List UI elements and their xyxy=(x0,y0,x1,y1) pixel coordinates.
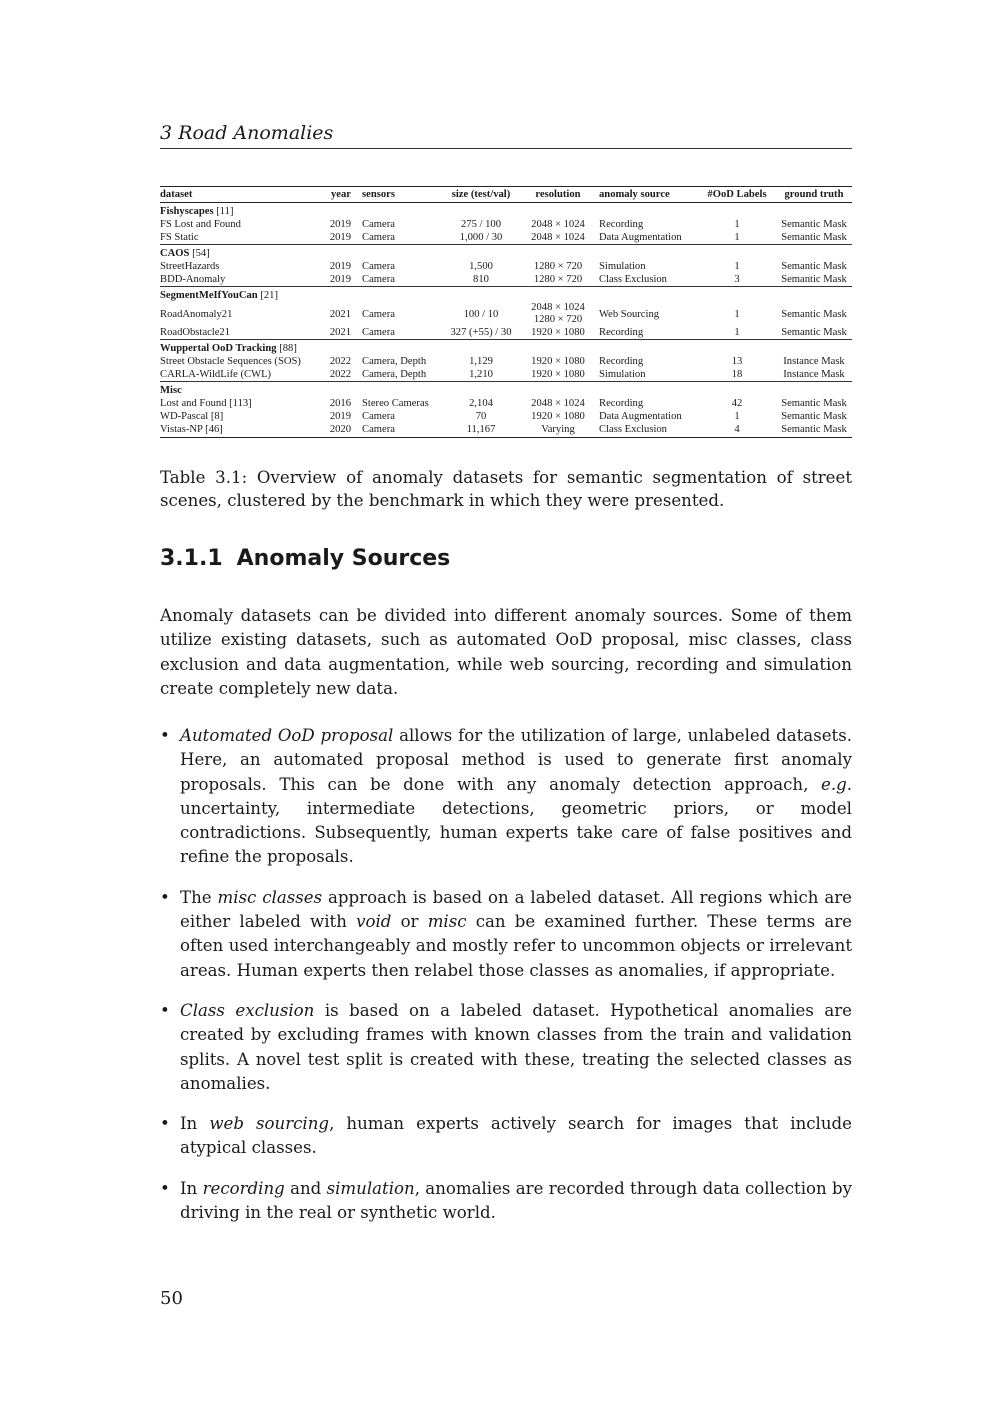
term: recording xyxy=(202,1178,285,1198)
cell-dataset: BDD-Anomaly xyxy=(160,274,226,285)
citation: [21] xyxy=(260,290,279,301)
list-item xyxy=(160,1112,852,1161)
cell-resolution: 1920 × 1080 xyxy=(531,356,585,367)
table-row xyxy=(160,355,852,368)
cell-size: 810 xyxy=(473,274,489,285)
cell-resolution: 2048 × 1024 xyxy=(531,232,585,243)
cell-size: 1,210 xyxy=(469,369,493,380)
term: Class exclusion xyxy=(180,1000,315,1020)
item-text: , anomalies are recorded through data collection by driving in the real or synthetic world. xyxy=(180,1178,852,1223)
cell-dataset: Lost and Found [113] xyxy=(160,398,252,409)
col-size: size (test/val) xyxy=(439,187,526,203)
cell-anomaly-source: Simulation xyxy=(599,261,646,272)
page-number: 50 xyxy=(160,1288,183,1309)
term: simulation xyxy=(326,1178,415,1198)
cell-year: 2019 xyxy=(329,261,351,272)
item-text: or xyxy=(391,912,428,932)
cell-ood-labels: 4 xyxy=(698,423,779,438)
cell-ood-labels: 18 xyxy=(731,369,743,380)
group-row xyxy=(160,382,852,398)
item-text: can be examined further. These terms are often used interchangeably and mostly refer to uncommon objects or irrelevant areas. Human experts then relabel those classes as anomalies, if appropriate. xyxy=(180,912,852,980)
cell-sensors: Camera xyxy=(362,274,395,285)
cell-sensors: Camera xyxy=(362,261,395,272)
cell-sensors: Camera, Depth xyxy=(362,356,427,367)
cell-year: 2019 xyxy=(329,411,351,422)
group-title: Wuppertal OoD Tracking xyxy=(160,343,277,354)
bullet-icon: • xyxy=(160,1178,170,1198)
list-item xyxy=(160,1177,852,1226)
table-body xyxy=(160,203,852,438)
cell-ood-labels: 1 xyxy=(734,219,740,230)
cell-ground-truth: Semantic Mask xyxy=(781,308,847,320)
group-row xyxy=(160,287,852,303)
resolution-value: 2048 × 1024 xyxy=(531,302,585,313)
cell-ood-labels: 1 xyxy=(734,411,740,422)
section-heading xyxy=(160,546,450,571)
cell-size: 11,167 xyxy=(439,423,526,438)
cell-ood-labels: 1 xyxy=(734,308,740,320)
table-row xyxy=(160,397,852,410)
cell-resolution: 2048 × 1024 xyxy=(531,219,585,230)
cell-ood-labels: 13 xyxy=(731,356,743,367)
cell-resolution: 1920 × 1080 xyxy=(531,369,585,380)
term: Automated OoD proposal xyxy=(180,726,394,745)
group-row xyxy=(160,340,852,356)
cell-sensors: Camera xyxy=(354,423,439,438)
group-title: SegmentMeIfYouCan xyxy=(160,290,258,301)
cell-ground-truth: Instance Mask xyxy=(783,356,845,367)
cell-anomaly-source: Data Augmentation xyxy=(599,411,682,422)
cell-year: 2019 xyxy=(329,232,351,243)
list-item xyxy=(160,886,852,983)
cell-year: 2016 xyxy=(329,398,351,409)
cell-ground-truth: Instance Mask xyxy=(783,369,845,380)
term: misc xyxy=(427,912,467,932)
cell-dataset: FS Lost and Found xyxy=(160,219,241,230)
group-name xyxy=(160,203,852,219)
cell-ground-truth: Semantic Mask xyxy=(781,327,847,338)
section-number: 3.1.1 xyxy=(160,546,223,571)
cell-size: 2,104 xyxy=(469,398,493,409)
table-row xyxy=(160,368,852,382)
table-row xyxy=(160,218,852,231)
cell-ood-labels: 1 xyxy=(734,232,740,243)
item-text: approach is based on a labeled dataset. All regions which are either labeled with xyxy=(180,887,852,932)
group-name xyxy=(160,287,852,303)
cell-sensors: Camera xyxy=(362,308,395,320)
chapter-title: Road Anomalies xyxy=(178,122,334,144)
cell-size: 1,129 xyxy=(469,356,493,367)
cell-ground-truth: Semantic Mask xyxy=(781,411,847,422)
cell-ground-truth: Semantic Mask xyxy=(779,423,852,438)
abbreviation: e.g. xyxy=(821,774,852,794)
citation: [88] xyxy=(279,343,297,354)
group-title: CAOS xyxy=(160,248,190,259)
cell-anomaly-source: Recording xyxy=(599,356,644,367)
cell-sensors: Camera xyxy=(362,232,395,243)
anomaly-source-list xyxy=(160,724,852,1241)
table-row xyxy=(160,231,852,245)
cell-ground-truth: Semantic Mask xyxy=(781,219,847,230)
group-name xyxy=(160,340,852,356)
col-dataset: dataset xyxy=(160,187,323,203)
term: void xyxy=(356,912,392,932)
list-item xyxy=(160,999,852,1096)
intro-paragraph: Anomaly datasets can be divided into different anomaly sources. Some of them utilize existing datasets, such as automated OoD proposal, misc classes, class exclusion and data augmentation, while web sourcing, recording and simulation create completely new data. xyxy=(160,606,852,698)
citation: [54] xyxy=(192,248,210,259)
group-title: Fishyscapes xyxy=(160,206,214,217)
cell-year: 2020 xyxy=(323,423,354,438)
cell-resolution: 1920 × 1080 xyxy=(531,411,585,422)
term: misc classes xyxy=(217,887,323,907)
table-header-row xyxy=(160,187,852,203)
table-row xyxy=(160,326,852,340)
cell-dataset: RoadObstacle21 xyxy=(160,327,231,338)
cell-sensors: Stereo Cameras xyxy=(362,398,429,409)
item-text: uncertainty, intermediate detections, geometric priors, or model contradictions. Subsequently, human experts take care of false positives and refine the proposals. xyxy=(180,798,852,867)
cell-dataset: Vistas-NP [46] xyxy=(160,423,323,438)
cell-dataset: FS Static xyxy=(160,232,199,243)
table-row xyxy=(160,302,852,326)
cell-dataset: RoadAnomaly21 xyxy=(160,308,233,320)
list-item xyxy=(160,724,852,870)
cell-dataset: StreetHazards xyxy=(160,261,220,272)
group-name xyxy=(160,382,852,398)
cell-ood-labels: 1 xyxy=(734,327,740,338)
cell-sensors: Camera xyxy=(362,411,395,422)
cell-year: 2021 xyxy=(329,308,351,320)
cell-ood-labels: 1 xyxy=(734,261,740,272)
item-text: In xyxy=(180,1178,203,1198)
cell-year: 2022 xyxy=(329,356,351,367)
cell-year: 2022 xyxy=(329,369,351,380)
cell-size: 327 (+55) / 30 xyxy=(450,327,512,338)
col-ground-truth: ground truth xyxy=(779,187,852,203)
cell-size: 1,500 xyxy=(469,261,493,272)
resolution-value: 1280 × 720 xyxy=(533,314,583,325)
cell-anomaly-source: Recording xyxy=(599,398,644,409)
bullet-icon: • xyxy=(160,1000,170,1020)
cell-size: 1,000 / 30 xyxy=(459,232,503,243)
cell-ground-truth: Semantic Mask xyxy=(781,274,847,285)
cell-anomaly-source: Class Exclusion xyxy=(593,423,698,438)
col-anomaly-source: anomaly source xyxy=(593,187,698,203)
cell-sensors: Camera xyxy=(362,219,395,230)
cell-anomaly-source: Recording xyxy=(599,219,644,230)
table-row xyxy=(160,423,852,438)
cell-size: 100 / 10 xyxy=(463,308,499,320)
item-text: The xyxy=(180,887,218,907)
cell-size: 70 xyxy=(475,411,487,422)
cell-anomaly-source: Simulation xyxy=(599,369,646,380)
bullet-icon: • xyxy=(160,1114,170,1134)
cell-dataset: Street Obstacle Sequences (SOS) xyxy=(160,356,301,367)
item-text: , human experts actively search for images that include atypical classes. xyxy=(180,1114,852,1158)
cell-resolution: 1920 × 1080 xyxy=(531,327,585,338)
cell-anomaly-source: Web Sourcing xyxy=(599,308,660,320)
group-row xyxy=(160,245,852,261)
cell-anomaly-source: Recording xyxy=(599,327,644,338)
cell-year: 2019 xyxy=(329,274,351,285)
citation: [11] xyxy=(216,206,234,217)
col-ood-labels: #OoD Labels xyxy=(698,187,779,203)
section-title: Anomaly Sources xyxy=(236,546,451,571)
table-caption: Table 3.1: Overview of anomaly datasets for semantic segmentation of street scenes, clustered by the benchmark in which they were presented. xyxy=(160,468,852,510)
col-sensors: sensors xyxy=(354,187,439,203)
group-row xyxy=(160,203,852,219)
item-text: and xyxy=(284,1178,327,1198)
cell-ood-labels: 42 xyxy=(731,398,743,409)
bullet-icon: • xyxy=(160,887,170,907)
cell-ground-truth: Semantic Mask xyxy=(781,261,847,272)
item-text: is based on a labeled dataset. Hypothetical anomalies are created by excluding frames with known classes from the train and validation splits. A novel test split is created with these, treating the selected classes as anomalies. xyxy=(180,1000,853,1093)
cell-resolution: 1280 × 720 xyxy=(533,261,583,272)
group-name xyxy=(160,245,852,261)
cell-anomaly-source: Class Exclusion xyxy=(599,274,667,285)
cell-size: 275 / 100 xyxy=(460,219,502,230)
cell-resolution: 1280 × 720 xyxy=(533,274,583,285)
cell-year: 2019 xyxy=(329,219,351,230)
item-text: allows for the utilization of large, unlabeled datasets. Here, an automated proposal method is used to generate first anomaly proposals. This can be done with any anomaly detection approach, xyxy=(180,726,852,794)
cell-dataset: CARLA-WildLife (CWL) xyxy=(160,369,272,380)
cell-anomaly-source: Data Augmentation xyxy=(599,232,682,243)
cell-ground-truth: Semantic Mask xyxy=(781,232,847,243)
cell-sensors: Camera xyxy=(362,327,395,338)
cell-year: 2021 xyxy=(329,327,351,338)
running-header xyxy=(160,122,852,149)
cell-sensors: Camera, Depth xyxy=(362,369,427,380)
table-row xyxy=(160,273,852,287)
table-row xyxy=(160,410,852,423)
cell-ood-labels: 3 xyxy=(734,274,740,285)
cell-resolution xyxy=(526,302,593,326)
col-resolution: resolution xyxy=(526,187,593,203)
cell-resolution: Varying xyxy=(526,423,593,438)
cell-dataset: WD-Pascal [8] xyxy=(160,411,224,422)
term: web sourcing xyxy=(209,1114,330,1134)
cell-resolution: 2048 × 1024 xyxy=(531,398,585,409)
group-title: Misc xyxy=(160,385,182,396)
cell-ground-truth: Semantic Mask xyxy=(781,398,847,409)
item-text: In xyxy=(180,1114,210,1134)
datasets-table xyxy=(160,186,852,438)
table-row xyxy=(160,260,852,273)
col-year: year xyxy=(323,187,354,203)
bullet-icon: • xyxy=(160,726,170,745)
chapter-number: 3 xyxy=(160,122,173,144)
